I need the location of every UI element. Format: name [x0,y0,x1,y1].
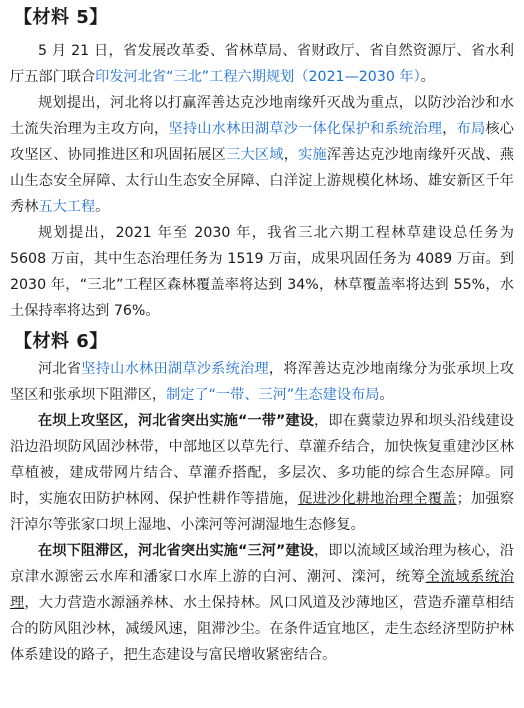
text-run: 。 [95,199,110,215]
text-run: 规划提出，河北将以打赢浑善达克沙地南缘歼灭战为重点，以防沙治沙和水土流失治理为主攻方向， [10,95,514,137]
underlined-text-run: 全流域系统治理 [10,569,514,611]
highlighted-text-run: 五大工程 [38,199,96,215]
text-run: 。 [379,387,394,403]
bold-text-run: 在坝上攻坚区，河北省突出实施“一带”建设 [38,413,315,429]
material-6-heading: 【材料 6】 [14,331,108,352]
text-run: ， [442,121,457,137]
text-run: 规划提出，2021 年至 2030 年，我省三北六期工程林草建设总任务为 5608 万亩，其中生态治理任务为 1519 万亩，成果巩固任务为 4089 万亩。到 2030 年，“三北”工程区森林覆盖率将达到 34%，林草覆盖率将达到 55%，水土保持率将达到 76%。 [10,225,514,319]
highlighted-text-run: 制定了“一带、三河”生态建设布局 [166,387,380,403]
highlighted-text-run: 三大区域 [226,147,284,163]
document-page [0,4,524,708]
highlighted-text-run: 实施 [298,147,327,163]
material-6-paragraph-3 [10,538,514,668]
material-5-paragraph-3 [10,220,514,324]
text-run: ，大力营造水源涵养林、水土保持林。风口风道及沙薄地区，营造乔灌草相结合的防风阻沙林，减缓风速，阻滞沙尘。在条件适宜地区，走生态经济型防护林体系建设的路子，把生态建设与富民增收紧密结合。 [10,595,514,663]
highlighted-text-run: 坚持山水林田湖草沙系统治理 [81,361,269,377]
material-6-paragraph-2 [10,408,514,538]
text-run: ；加强察汗淖尔等张家口坝上湿地、小滦河等河湖湿地生态修复。 [10,491,514,533]
text-run: ，将浑善达克沙地南缘分为张承坝上攻坚区和张承坝下阻滞区， [10,361,514,403]
material-5-heading: 【材料 5】 [14,7,108,28]
text-run: ，即在冀蒙边界和坝头沿线建设沿边沿坝防风固沙林带，中部地区以草先行、草灌乔结合，加快恢复重建沙区林草植被，建成带网片结合、草灌乔搭配，多层次、多功能的综合生态屏障。同时，实施农田防护林网、保护性耕作等措施， [10,413,514,507]
highlighted-text-run: 印发河北省“三北”工程六期规划（2021—2030 年） [95,69,421,85]
material-5-paragraph-1 [10,38,514,90]
underlined-text-run: 促进沙化耕地治理全覆盖 [298,491,457,507]
text-run: 5 月 21 日，省发展改革委、省林草局、省财政厅、省自然资源厅、省水利厅五部门联合 [10,43,514,85]
material-5-paragraph-2 [10,90,514,220]
highlighted-text-run: 布局 [456,121,486,137]
material-6-paragraph-1 [10,356,514,408]
text-run: 河北省 [38,361,82,377]
text-run: ， [283,147,299,163]
text-run: ，即以流域区域治理为核心，沿京津水源密云水库和潘家口水库上游的白河、潮河、滦河，统筹 [10,543,514,585]
bold-text-run: 在坝下阻滞区，河北省突出实施“三河”建设 [38,543,315,559]
text-run: 核心攻坚区、协同推进区和巩固拓展区 [10,121,514,163]
highlighted-text-run: 坚持山水林田湖草沙一体化保护和系统治理 [168,121,443,137]
text-run: 浑善达克沙地南缘歼灭战、燕山生态安全屏障、太行山生态安全屏障、白洋淀上游规模化林场、雄安新区千年秀林 [10,147,514,215]
text-run: 。 [420,69,435,85]
